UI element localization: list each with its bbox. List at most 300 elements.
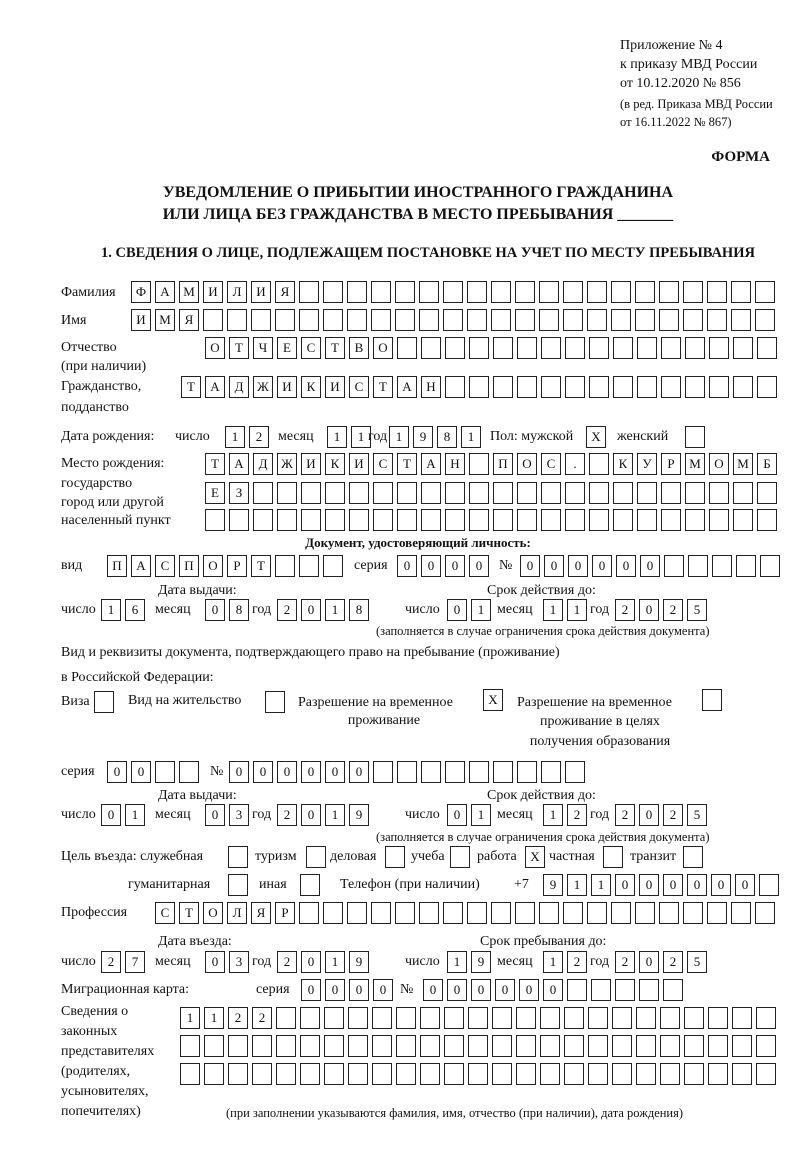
- char-cell[interactable]: [397, 337, 417, 359]
- char-cell[interactable]: [396, 1035, 416, 1057]
- char-cell[interactable]: [444, 1007, 464, 1029]
- char-cell[interactable]: Т: [251, 555, 271, 577]
- char-cell[interactable]: [277, 482, 297, 504]
- char-cell[interactable]: [324, 1035, 344, 1057]
- char-cell[interactable]: [707, 281, 727, 303]
- char-cell[interactable]: [277, 509, 297, 531]
- char-cell[interactable]: [712, 555, 732, 577]
- char-cell[interactable]: К: [613, 453, 633, 475]
- char-cell[interactable]: О: [373, 337, 393, 359]
- char-cell[interactable]: [420, 1063, 440, 1085]
- char-cell[interactable]: П: [107, 555, 127, 577]
- char-cell[interactable]: [661, 509, 681, 531]
- char-cell[interactable]: Т: [373, 376, 393, 398]
- char-cell[interactable]: [685, 337, 705, 359]
- char-cell[interactable]: [540, 1007, 560, 1029]
- char-cell[interactable]: [468, 1063, 488, 1085]
- char-cell[interactable]: 2: [663, 599, 683, 621]
- char-cell[interactable]: 1: [591, 874, 611, 896]
- char-cell[interactable]: [276, 1007, 296, 1029]
- char-cell[interactable]: [228, 874, 248, 896]
- char-cell[interactable]: [565, 761, 585, 783]
- char-cell[interactable]: [396, 1063, 416, 1085]
- char-cell[interactable]: [372, 1035, 392, 1057]
- char-cell[interactable]: [205, 509, 225, 531]
- char-cell[interactable]: 0: [640, 555, 660, 577]
- char-cell[interactable]: [467, 902, 487, 924]
- char-cell[interactable]: 0: [447, 979, 467, 1001]
- char-cell[interactable]: [688, 555, 708, 577]
- char-cell[interactable]: [491, 281, 511, 303]
- char-cell[interactable]: 0: [421, 555, 441, 577]
- char-cell[interactable]: [517, 509, 537, 531]
- char-cell[interactable]: 8: [229, 599, 249, 621]
- char-cell[interactable]: [756, 1063, 776, 1085]
- char-cell[interactable]: 0: [735, 874, 755, 896]
- char-cell[interactable]: И: [325, 376, 345, 398]
- char-cell[interactable]: Ж: [253, 376, 273, 398]
- char-cell[interactable]: [419, 902, 439, 924]
- char-cell[interactable]: [300, 1035, 320, 1057]
- char-cell[interactable]: [371, 902, 391, 924]
- char-cell[interactable]: 0: [615, 874, 635, 896]
- char-cell[interactable]: [760, 555, 780, 577]
- char-cell[interactable]: 1: [325, 951, 345, 973]
- char-cell[interactable]: X: [586, 426, 606, 448]
- char-cell[interactable]: [541, 509, 561, 531]
- char-cell[interactable]: 0: [616, 555, 636, 577]
- char-cell[interactable]: [565, 509, 585, 531]
- char-cell[interactable]: [589, 337, 609, 359]
- char-cell[interactable]: [564, 1063, 584, 1085]
- char-cell[interactable]: С: [373, 453, 393, 475]
- char-cell[interactable]: Л: [227, 902, 247, 924]
- char-cell[interactable]: [324, 1007, 344, 1029]
- char-cell[interactable]: В: [349, 337, 369, 359]
- char-cell[interactable]: [636, 1035, 656, 1057]
- char-cell[interactable]: 1: [447, 951, 467, 973]
- char-cell[interactable]: А: [421, 453, 441, 475]
- char-cell[interactable]: [756, 1035, 776, 1057]
- char-cell[interactable]: С: [349, 376, 369, 398]
- char-cell[interactable]: [493, 761, 513, 783]
- char-cell[interactable]: С: [155, 902, 175, 924]
- char-cell[interactable]: [541, 482, 561, 504]
- char-cell[interactable]: [301, 482, 321, 504]
- char-cell[interactable]: [611, 902, 631, 924]
- char-cell[interactable]: 0: [397, 555, 417, 577]
- char-cell[interactable]: 0: [687, 874, 707, 896]
- char-cell[interactable]: [755, 281, 775, 303]
- char-cell[interactable]: [420, 1007, 440, 1029]
- char-cell[interactable]: [515, 902, 535, 924]
- char-cell[interactable]: 0: [663, 874, 683, 896]
- char-cell[interactable]: 2: [615, 599, 635, 621]
- char-cell[interactable]: [348, 1063, 368, 1085]
- char-cell[interactable]: [373, 509, 393, 531]
- char-cell[interactable]: [661, 482, 681, 504]
- char-cell[interactable]: [615, 979, 635, 1001]
- char-cell[interactable]: [540, 1063, 560, 1085]
- char-cell[interactable]: [564, 1007, 584, 1029]
- char-cell[interactable]: [612, 1035, 632, 1057]
- char-cell[interactable]: [684, 1063, 704, 1085]
- char-cell[interactable]: [306, 846, 326, 868]
- char-cell[interactable]: 2: [252, 1007, 272, 1029]
- char-cell[interactable]: 2: [277, 804, 297, 826]
- char-cell[interactable]: [444, 1063, 464, 1085]
- char-cell[interactable]: И: [131, 309, 151, 331]
- char-cell[interactable]: [373, 761, 393, 783]
- char-cell[interactable]: 2: [615, 951, 635, 973]
- char-cell[interactable]: [469, 376, 489, 398]
- char-cell[interactable]: [589, 376, 609, 398]
- char-cell[interactable]: [589, 453, 609, 475]
- char-cell[interactable]: [709, 509, 729, 531]
- char-cell[interactable]: 0: [301, 599, 321, 621]
- char-cell[interactable]: М: [179, 281, 199, 303]
- char-cell[interactable]: [348, 1007, 368, 1029]
- char-cell[interactable]: 0: [423, 979, 443, 1001]
- char-cell[interactable]: Я: [251, 902, 271, 924]
- char-cell[interactable]: [591, 979, 611, 1001]
- char-cell[interactable]: 0: [229, 761, 249, 783]
- char-cell[interactable]: 1: [327, 426, 347, 448]
- char-cell[interactable]: [732, 1007, 752, 1029]
- char-cell[interactable]: [660, 1035, 680, 1057]
- char-cell[interactable]: [731, 309, 751, 331]
- char-cell[interactable]: [421, 337, 441, 359]
- char-cell[interactable]: [637, 509, 657, 531]
- char-cell[interactable]: 0: [471, 979, 491, 1001]
- char-cell[interactable]: 2: [101, 951, 121, 973]
- char-cell[interactable]: [708, 1063, 728, 1085]
- char-cell[interactable]: И: [277, 376, 297, 398]
- char-cell[interactable]: 1: [543, 951, 563, 973]
- char-cell[interactable]: [565, 337, 585, 359]
- char-cell[interactable]: [299, 902, 319, 924]
- char-cell[interactable]: [733, 482, 753, 504]
- char-cell[interactable]: К: [325, 453, 345, 475]
- char-cell[interactable]: [683, 846, 703, 868]
- char-cell[interactable]: [228, 1035, 248, 1057]
- char-cell[interactable]: Р: [275, 902, 295, 924]
- char-cell[interactable]: [637, 376, 657, 398]
- char-cell[interactable]: 1: [325, 804, 345, 826]
- char-cell[interactable]: 0: [544, 555, 564, 577]
- char-cell[interactable]: Д: [229, 376, 249, 398]
- char-cell[interactable]: [300, 874, 320, 896]
- char-cell[interactable]: Т: [229, 337, 249, 359]
- char-cell[interactable]: [565, 482, 585, 504]
- char-cell[interactable]: [541, 376, 561, 398]
- char-cell[interactable]: [661, 376, 681, 398]
- char-cell[interactable]: [301, 509, 321, 531]
- char-cell[interactable]: [639, 979, 659, 1001]
- char-cell[interactable]: [385, 846, 405, 868]
- char-cell[interactable]: [179, 761, 199, 783]
- char-cell[interactable]: А: [229, 453, 249, 475]
- char-cell[interactable]: [539, 309, 559, 331]
- char-cell[interactable]: [492, 1063, 512, 1085]
- char-cell[interactable]: 0: [301, 761, 321, 783]
- char-cell[interactable]: Ф: [131, 281, 151, 303]
- char-cell[interactable]: Б: [757, 453, 777, 475]
- char-cell[interactable]: [421, 509, 441, 531]
- char-cell[interactable]: [636, 1063, 656, 1085]
- char-cell[interactable]: [516, 1063, 536, 1085]
- char-cell[interactable]: [733, 337, 753, 359]
- char-cell[interactable]: 0: [205, 804, 225, 826]
- char-cell[interactable]: [229, 509, 249, 531]
- char-cell[interactable]: 3: [229, 951, 249, 973]
- char-cell[interactable]: [757, 376, 777, 398]
- char-cell[interactable]: [539, 902, 559, 924]
- char-cell[interactable]: [469, 482, 489, 504]
- char-cell[interactable]: [567, 979, 587, 1001]
- char-cell[interactable]: З: [229, 482, 249, 504]
- char-cell[interactable]: И: [251, 281, 271, 303]
- char-cell[interactable]: [587, 309, 607, 331]
- char-cell[interactable]: [300, 1007, 320, 1029]
- char-cell[interactable]: [708, 1007, 728, 1029]
- char-cell[interactable]: [493, 337, 513, 359]
- char-cell[interactable]: Т: [181, 376, 201, 398]
- char-cell[interactable]: [395, 309, 415, 331]
- char-cell[interactable]: [588, 1063, 608, 1085]
- char-cell[interactable]: 0: [325, 979, 345, 1001]
- char-cell[interactable]: [613, 509, 633, 531]
- char-cell[interactable]: [587, 902, 607, 924]
- char-cell[interactable]: [349, 482, 369, 504]
- char-cell[interactable]: И: [203, 281, 223, 303]
- char-cell[interactable]: О: [203, 902, 223, 924]
- char-cell[interactable]: 0: [253, 761, 273, 783]
- char-cell[interactable]: [659, 281, 679, 303]
- char-cell[interactable]: [493, 376, 513, 398]
- char-cell[interactable]: [709, 337, 729, 359]
- char-cell[interactable]: [276, 1063, 296, 1085]
- char-cell[interactable]: X: [483, 689, 503, 711]
- char-cell[interactable]: [613, 482, 633, 504]
- char-cell[interactable]: 1: [567, 599, 587, 621]
- char-cell[interactable]: [204, 1063, 224, 1085]
- char-cell[interactable]: Р: [227, 555, 247, 577]
- char-cell[interactable]: [757, 337, 777, 359]
- char-cell[interactable]: 0: [639, 874, 659, 896]
- char-cell[interactable]: [733, 376, 753, 398]
- char-cell[interactable]: [756, 1007, 776, 1029]
- char-cell[interactable]: [371, 281, 391, 303]
- char-cell[interactable]: 0: [277, 761, 297, 783]
- char-cell[interactable]: 0: [639, 951, 659, 973]
- char-cell[interactable]: 9: [349, 951, 369, 973]
- char-cell[interactable]: [731, 902, 751, 924]
- char-cell[interactable]: [347, 309, 367, 331]
- char-cell[interactable]: [589, 509, 609, 531]
- char-cell[interactable]: [759, 874, 779, 896]
- char-cell[interactable]: А: [155, 281, 175, 303]
- char-cell[interactable]: [659, 902, 679, 924]
- char-cell[interactable]: П: [179, 555, 199, 577]
- char-cell[interactable]: [397, 482, 417, 504]
- char-cell[interactable]: [663, 979, 683, 1001]
- char-cell[interactable]: 0: [519, 979, 539, 1001]
- char-cell[interactable]: Е: [277, 337, 297, 359]
- char-cell[interactable]: И: [301, 453, 321, 475]
- char-cell[interactable]: О: [205, 337, 225, 359]
- char-cell[interactable]: М: [733, 453, 753, 475]
- char-cell[interactable]: О: [517, 453, 537, 475]
- char-cell[interactable]: [539, 281, 559, 303]
- char-cell[interactable]: [371, 309, 391, 331]
- char-cell[interactable]: [637, 482, 657, 504]
- char-cell[interactable]: М: [155, 309, 175, 331]
- char-cell[interactable]: [492, 1007, 512, 1029]
- char-cell[interactable]: Т: [397, 453, 417, 475]
- char-cell[interactable]: [603, 846, 623, 868]
- char-cell[interactable]: [611, 281, 631, 303]
- char-cell[interactable]: [517, 337, 537, 359]
- char-cell[interactable]: 2: [615, 804, 635, 826]
- char-cell[interactable]: [372, 1063, 392, 1085]
- char-cell[interactable]: 5: [687, 804, 707, 826]
- char-cell[interactable]: [612, 1007, 632, 1029]
- char-cell[interactable]: [685, 376, 705, 398]
- char-cell[interactable]: [517, 376, 537, 398]
- char-cell[interactable]: 8: [349, 599, 369, 621]
- char-cell[interactable]: [757, 509, 777, 531]
- char-cell[interactable]: 0: [543, 979, 563, 1001]
- char-cell[interactable]: [515, 309, 535, 331]
- char-cell[interactable]: [419, 309, 439, 331]
- char-cell[interactable]: 0: [495, 979, 515, 1001]
- char-cell[interactable]: [347, 902, 367, 924]
- char-cell[interactable]: С: [301, 337, 321, 359]
- char-cell[interactable]: 9: [471, 951, 491, 973]
- char-cell[interactable]: [469, 453, 489, 475]
- char-cell[interactable]: 1: [389, 426, 409, 448]
- char-cell[interactable]: [443, 309, 463, 331]
- char-cell[interactable]: [755, 309, 775, 331]
- char-cell[interactable]: 1: [543, 804, 563, 826]
- char-cell[interactable]: 0: [205, 599, 225, 621]
- char-cell[interactable]: .: [565, 453, 585, 475]
- char-cell[interactable]: [492, 1035, 512, 1057]
- char-cell[interactable]: [445, 482, 465, 504]
- char-cell[interactable]: [491, 902, 511, 924]
- char-cell[interactable]: [757, 482, 777, 504]
- char-cell[interactable]: 2: [567, 804, 587, 826]
- char-cell[interactable]: [419, 281, 439, 303]
- char-cell[interactable]: [467, 309, 487, 331]
- char-cell[interactable]: 0: [592, 555, 612, 577]
- char-cell[interactable]: 1: [471, 804, 491, 826]
- char-cell[interactable]: [349, 509, 369, 531]
- char-cell[interactable]: 0: [301, 804, 321, 826]
- char-cell[interactable]: [635, 281, 655, 303]
- char-cell[interactable]: 0: [301, 979, 321, 1001]
- char-cell[interactable]: [659, 309, 679, 331]
- char-cell[interactable]: 3: [229, 804, 249, 826]
- char-cell[interactable]: [203, 309, 223, 331]
- char-cell[interactable]: [635, 902, 655, 924]
- char-cell[interactable]: [685, 509, 705, 531]
- char-cell[interactable]: А: [205, 376, 225, 398]
- char-cell[interactable]: [635, 309, 655, 331]
- char-cell[interactable]: [702, 689, 722, 711]
- char-cell[interactable]: [708, 1035, 728, 1057]
- char-cell[interactable]: 1: [325, 599, 345, 621]
- char-cell[interactable]: 2: [567, 951, 587, 973]
- char-cell[interactable]: 2: [277, 599, 297, 621]
- char-cell[interactable]: 1: [225, 426, 245, 448]
- char-cell[interactable]: К: [301, 376, 321, 398]
- char-cell[interactable]: [589, 482, 609, 504]
- char-cell[interactable]: [587, 281, 607, 303]
- char-cell[interactable]: [323, 309, 343, 331]
- char-cell[interactable]: 1: [125, 804, 145, 826]
- char-cell[interactable]: Я: [275, 281, 295, 303]
- char-cell[interactable]: [275, 309, 295, 331]
- char-cell[interactable]: [732, 1035, 752, 1057]
- char-cell[interactable]: [564, 1035, 584, 1057]
- char-cell[interactable]: 5: [687, 951, 707, 973]
- char-cell[interactable]: [325, 482, 345, 504]
- char-cell[interactable]: [611, 309, 631, 331]
- char-cell[interactable]: 1: [351, 426, 371, 448]
- char-cell[interactable]: [251, 309, 271, 331]
- char-cell[interactable]: 0: [205, 951, 225, 973]
- char-cell[interactable]: 0: [469, 555, 489, 577]
- char-cell[interactable]: [228, 846, 248, 868]
- char-cell[interactable]: [253, 509, 273, 531]
- char-cell[interactable]: [300, 1063, 320, 1085]
- char-cell[interactable]: [563, 281, 583, 303]
- char-cell[interactable]: [637, 337, 657, 359]
- char-cell[interactable]: [299, 281, 319, 303]
- char-cell[interactable]: [444, 1035, 464, 1057]
- char-cell[interactable]: [683, 309, 703, 331]
- char-cell[interactable]: 0: [639, 804, 659, 826]
- char-cell[interactable]: [450, 846, 470, 868]
- char-cell[interactable]: [613, 376, 633, 398]
- char-cell[interactable]: 1: [180, 1007, 200, 1029]
- char-cell[interactable]: [517, 761, 537, 783]
- char-cell[interactable]: [395, 902, 415, 924]
- char-cell[interactable]: [469, 761, 489, 783]
- char-cell[interactable]: 2: [249, 426, 269, 448]
- char-cell[interactable]: [180, 1063, 200, 1085]
- char-cell[interactable]: [323, 555, 343, 577]
- char-cell[interactable]: [613, 337, 633, 359]
- char-cell[interactable]: 0: [131, 761, 151, 783]
- char-cell[interactable]: Т: [179, 902, 199, 924]
- char-cell[interactable]: [299, 309, 319, 331]
- char-cell[interactable]: [420, 1035, 440, 1057]
- char-cell[interactable]: [493, 509, 513, 531]
- char-cell[interactable]: [325, 509, 345, 531]
- char-cell[interactable]: [396, 1007, 416, 1029]
- char-cell[interactable]: Л: [227, 281, 247, 303]
- char-cell[interactable]: [372, 1007, 392, 1029]
- char-cell[interactable]: [541, 761, 561, 783]
- char-cell[interactable]: 0: [373, 979, 393, 1001]
- char-cell[interactable]: 2: [663, 804, 683, 826]
- char-cell[interactable]: 0: [107, 761, 127, 783]
- char-cell[interactable]: 0: [568, 555, 588, 577]
- char-cell[interactable]: [493, 482, 513, 504]
